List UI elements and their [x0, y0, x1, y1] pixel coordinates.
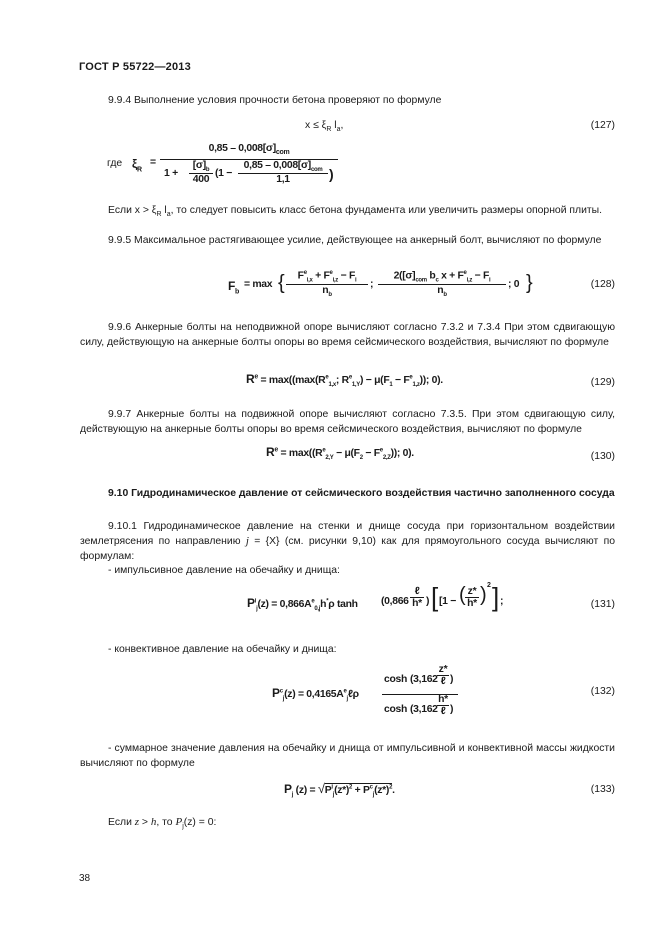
- paragraph-9-9-4: 9.9.4 Выполнение условия прочности бетона проверяют по формуле: [108, 95, 442, 106]
- paragraph-9-9-7: 9.9.7 Анкерные болты на подвижной опоре вычисляют согласно 7.3.5. При этом сдвигающую силу, действующую на анкерные болты опоры во время сейсмического воздействия, вычисляют по формуле: [80, 409, 615, 435]
- paragraph-9-9-5: 9.9.5 Максимальное растягивающее усилие, действующее на анкерный болт, вычисляют по формуле: [108, 235, 602, 246]
- label-impulsive-pressure: - импульсивное давление на обечайку и днища:: [108, 565, 340, 576]
- page-number: 38: [79, 873, 91, 884]
- label-convective-pressure: - конвективное давление на обечайку и днища:: [108, 644, 337, 655]
- paragraph-condition-z-greater-h: Если z > h, то $P_j(z) = 0$:: [108, 816, 217, 831]
- label-total-pressure: - суммарное значение давления на обечайку и днища от импульсивной и конвективной массы жидкости вычисляют по формуле: [80, 743, 615, 769]
- formula-number-130: (130): [590, 451, 615, 462]
- paragraph-9-9-6: 9.9.6 Анкерные болты на неподвижной опоре вычисляют согласно 7.3.2 и 7.3.4 При этом сдвигающую силу, действующую на анкерные болты опоры во время сейсмического воздействия, вычисляют по формуле: [80, 322, 615, 348]
- xi-numerator: $0,85 - 0,008[\sigma]_{com}$: [208, 143, 290, 157]
- formula-number-129: (129): [590, 377, 615, 388]
- paragraph-9-10-1: 9.10.1 Гидродинамическое давление на стенки и днище сосуда при горизонтальном воздействии землетрясения по направлению j = {X} (см. рисунки 9,10) как для прямоугольного сосуда вычисляют по формулам:: [80, 521, 616, 562]
- formula-number-128: (128): [590, 279, 615, 290]
- paragraph-9-9-4-condition: Если $x > \xi_R$ $l_a$, то следует повысить класс бетона фундамента или увеличить размеры опорной плиты.: [108, 205, 603, 219]
- formula-number-131: (131): [590, 599, 615, 610]
- formula-number-132: (132): [590, 686, 615, 697]
- document-header: ГОСТ Р 55722—2013: [79, 61, 191, 73]
- section-heading-9-10: 9.10 Гидродинамическое давление от сейсмического воздействия частично заполненного сосуда: [108, 488, 615, 499]
- xi-big-fraction: $0,85 - 0,008[\sigma]_{com}$ 1 + $[\sigma]_b$ 400 (1 − $0,85 - 0,008[\sigma]_{com}$ 1,1 ): [160, 143, 338, 187]
- formula-133: $P_j$ $(z) = √P^i_j(z*)^2 + P^c_j(z*)^2$.: [284, 781, 395, 799]
- formula-127: $x \le \xi_R$ $l_a$,: [305, 120, 344, 134]
- formula-number-127: (127): [590, 120, 615, 131]
- formula-130: $R^e = \max((R^e_{2,Y} - \mu(F_2 - F^e_{2,Z}))$; 0).: [266, 445, 414, 462]
- xi-symbol: $\xi_R$: [132, 157, 142, 174]
- where-word: где: [107, 158, 123, 169]
- formula-129: $R^e = \max((\max(R^e_{1,x}$; $R^e_{1,Y}) - \mu(F_1 - F^e_{1,z})$); 0).: [246, 372, 443, 389]
- formula-number-133: (133): [590, 784, 615, 795]
